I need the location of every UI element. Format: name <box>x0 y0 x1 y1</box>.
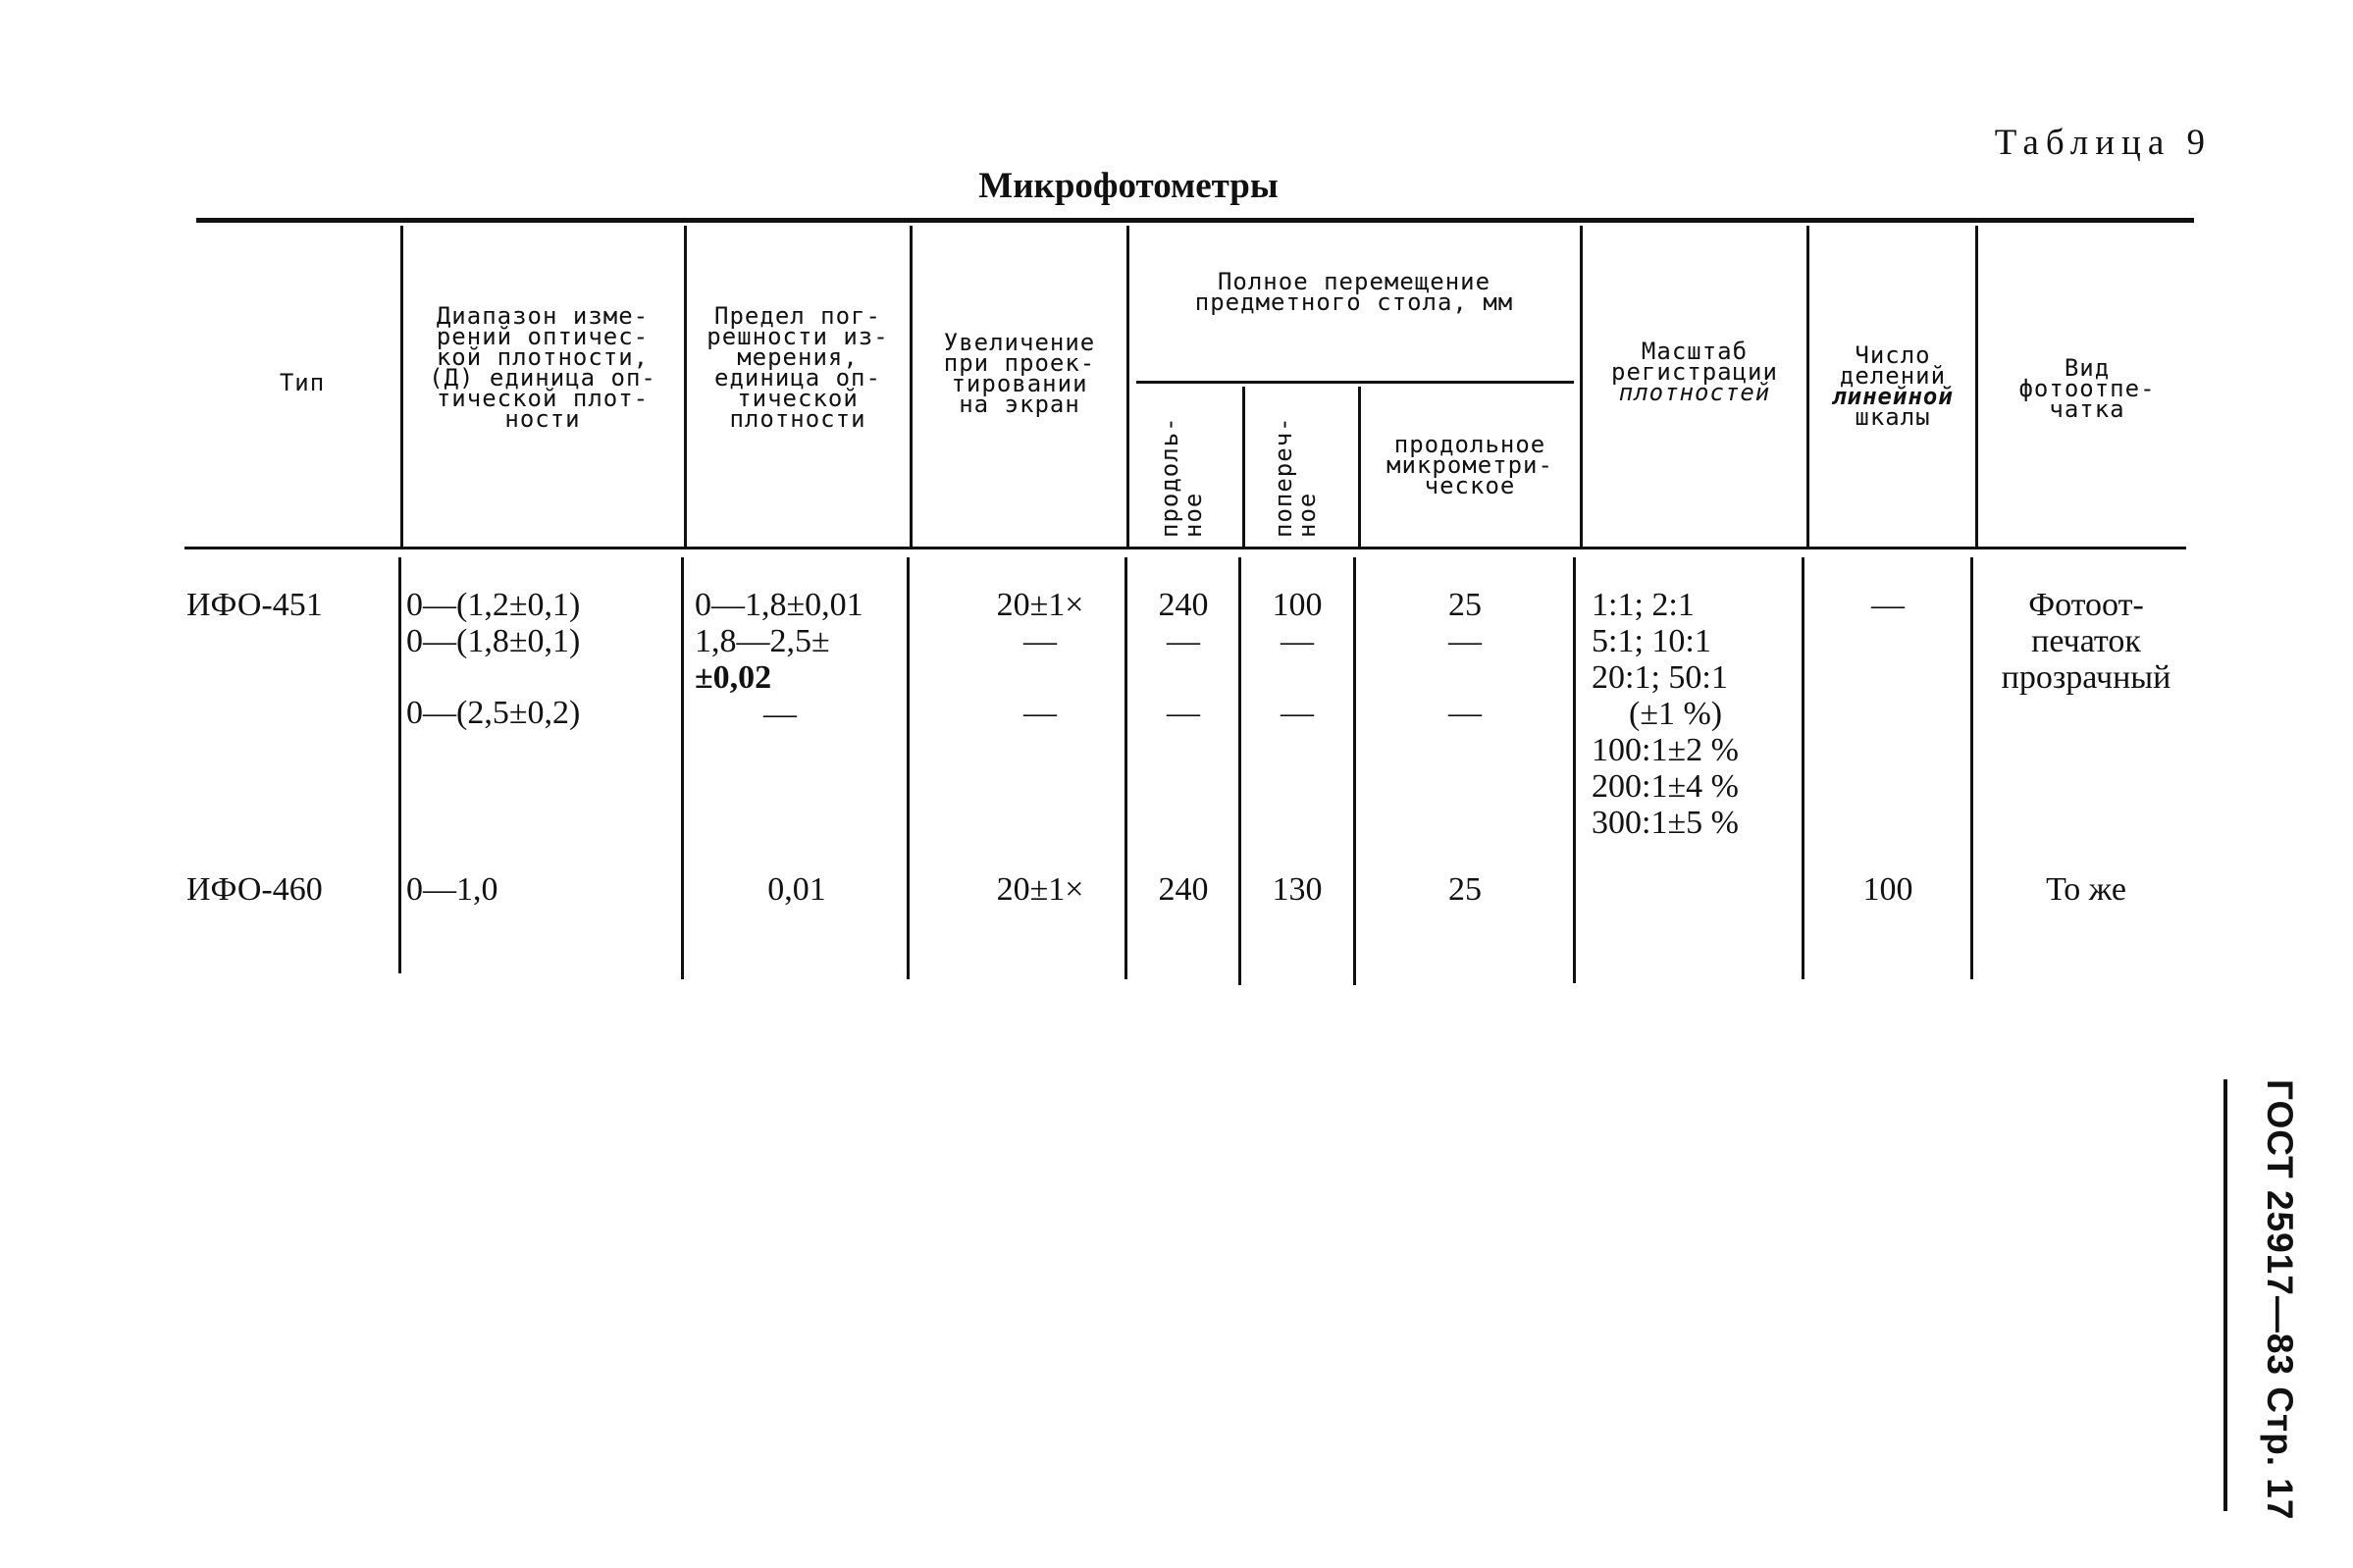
header-movement-cross <box>1272 394 1319 538</box>
error-value: 0—1,8±0,01 <box>695 587 863 623</box>
header-scale-line: плотностей <box>1618 379 1771 406</box>
header-error-line: тической <box>737 385 859 412</box>
scale-value: 200:1±4 % <box>1592 768 1739 805</box>
header-cross-line: ное <box>1293 492 1321 538</box>
range-value: 0—(1,8±0,1) <box>406 623 581 659</box>
magnification-value: — <box>1023 623 1057 659</box>
print-type-value: печаток <box>2031 623 2141 659</box>
scale-value: 300:1±5 % <box>1592 805 1739 841</box>
row1-type: ИФО-451 <box>186 587 323 623</box>
column-divider <box>1975 226 1978 547</box>
row2-magnification: 20±1× <box>996 871 1084 908</box>
print-type-value: прозрачный <box>2001 659 2171 696</box>
header-movement-long <box>1158 394 1205 538</box>
column-divider <box>1238 557 1241 985</box>
column-divider <box>1802 557 1804 979</box>
row1-long <box>1130 587 1236 731</box>
magnification-value: — <box>1023 695 1057 731</box>
row1-magnification <box>962 587 1119 731</box>
table-top-rule <box>196 218 2194 223</box>
row1-range <box>406 587 580 731</box>
column-divider <box>907 557 910 979</box>
header-range-line: тической плот- <box>436 385 650 412</box>
header-range-line: кой плотности, <box>436 343 650 371</box>
header-print-type <box>1980 354 2194 423</box>
header-magnification-line: на экран <box>959 391 1080 418</box>
header-error <box>689 302 907 433</box>
header-movement-group <box>1130 268 1578 316</box>
scale-value: 5:1; 10:1 <box>1592 623 1711 659</box>
header-scale-line: регистрации <box>1611 358 1778 386</box>
header-divisions-line: делений <box>1839 362 1947 390</box>
print-type-value: Фотоот- <box>2028 587 2144 623</box>
header-scale-line: Масштаб <box>1641 338 1749 365</box>
cross-value: — <box>1281 695 1314 731</box>
header-scale <box>1584 338 1805 406</box>
micro-value: — <box>1448 623 1482 659</box>
header-print-line: Вид <box>2064 354 2111 382</box>
long-value: — <box>1167 695 1200 731</box>
micro-value: 25 <box>1448 587 1482 623</box>
error-value: ±0,02 <box>695 659 772 696</box>
row2-range: 0—1,0 <box>406 871 498 908</box>
header-divisions-line: линейной <box>1832 383 1954 410</box>
header-micro-line: ческое <box>1424 472 1516 499</box>
header-error-line: мерения, <box>737 343 859 371</box>
header-long-line: ное <box>1179 492 1207 538</box>
row2-micro: 25 <box>1448 871 1482 908</box>
magnification-value: 20±1× <box>996 587 1084 623</box>
column-divider <box>1806 226 1809 547</box>
subheader-rule <box>1136 381 1574 384</box>
column-divider <box>684 226 687 547</box>
table-title: Микрофотометры <box>978 166 1279 206</box>
column-divider <box>1126 226 1129 547</box>
header-print-line: чатка <box>2049 395 2125 423</box>
column-divider <box>910 226 913 547</box>
header-bottom-rule <box>184 547 2186 549</box>
column-divider <box>1242 387 1245 547</box>
row1-print-type <box>1978 587 2194 696</box>
header-movement-micro <box>1362 431 1578 499</box>
row1-divisions: — <box>1871 587 1905 623</box>
header-error-line: плотности <box>729 405 866 433</box>
header-magnification-line: Увеличение <box>943 329 1096 356</box>
table-label: Таблица 9 <box>1994 123 2212 163</box>
column-divider <box>1580 226 1583 547</box>
row1-cross <box>1244 587 1350 731</box>
row1-micro <box>1360 587 1570 731</box>
header-error-line: единица оп- <box>714 364 881 392</box>
long-value: 240 <box>1158 587 1209 623</box>
header-magnification-line: тировании <box>951 370 1088 397</box>
column-divider <box>400 226 403 547</box>
header-magnification <box>915 329 1124 418</box>
header-error-line: Предел пог- <box>714 302 881 330</box>
scale-value: 100:1±2 % <box>1592 732 1739 768</box>
header-divisions <box>1811 341 1974 431</box>
long-value: — <box>1167 623 1200 659</box>
header-divisions-line: шкалы <box>1855 403 1931 431</box>
range-value: 0—(2,5±0,2) <box>406 695 581 731</box>
side-header-rule <box>2223 1079 2227 1511</box>
row2-print-type: То же <box>2046 871 2126 908</box>
column-divider <box>1353 557 1356 985</box>
column-divider <box>1124 557 1127 979</box>
header-range <box>406 302 679 433</box>
micro-value: — <box>1448 695 1482 731</box>
error-value: 1,8—2,5± <box>695 623 830 659</box>
header-long-line: продоль- <box>1156 416 1183 538</box>
cross-value <box>1244 659 1350 695</box>
header-range-line: ности <box>504 405 581 433</box>
row2-long: 240 <box>1158 871 1209 908</box>
header-range-line: Диапазон изме- <box>436 302 650 330</box>
header-print-line: фотоотпе- <box>2018 375 2156 402</box>
range-value: 0—(1,2±0,1) <box>406 587 581 623</box>
micro-value <box>1360 659 1570 695</box>
header-error-line: решности из- <box>706 323 889 350</box>
row1-scale <box>1592 587 1739 841</box>
column-divider <box>1970 557 1973 979</box>
header-magnification-line: при проек- <box>943 349 1096 377</box>
column-divider <box>681 557 684 979</box>
column-divider <box>398 557 401 973</box>
header-type-text: Тип <box>279 369 326 396</box>
long-value <box>1130 659 1236 695</box>
scale-value: 1:1; 2:1 <box>1592 587 1695 623</box>
header-cross-line: попереч- <box>1270 416 1297 538</box>
row2-cross: 130 <box>1272 871 1323 908</box>
column-divider <box>1358 387 1361 547</box>
column-divider <box>1573 557 1576 983</box>
row2-type: ИФО-460 <box>186 871 323 908</box>
header-range-line: (Д) единица оп- <box>429 364 656 392</box>
scale-value: (±1 %) <box>1629 696 1723 732</box>
header-type <box>206 369 398 396</box>
row1-error <box>695 587 863 732</box>
header-micro-line: микрометри- <box>1386 451 1553 479</box>
range-value <box>406 659 580 695</box>
header-movement-line: предметного стола, мм <box>1194 288 1514 316</box>
error-value: — <box>763 696 797 732</box>
header-range-line: рений оптичес- <box>436 323 650 350</box>
cross-value: 100 <box>1272 587 1323 623</box>
header-micro-line: продольное <box>1393 431 1546 458</box>
header-movement-line: Полное перемещение <box>1217 268 1491 295</box>
cross-value: — <box>1281 623 1314 659</box>
header-divisions-line: Число <box>1855 341 1931 369</box>
side-page-header: ГОСТ 25917—83 Стр. 17 <box>2260 1079 2300 1521</box>
scale-value: 20:1; 50:1 <box>1592 659 1728 696</box>
row2-divisions: 100 <box>1862 871 1913 908</box>
row2-error: 0,01 <box>767 871 826 908</box>
magnification-value <box>962 659 1119 695</box>
